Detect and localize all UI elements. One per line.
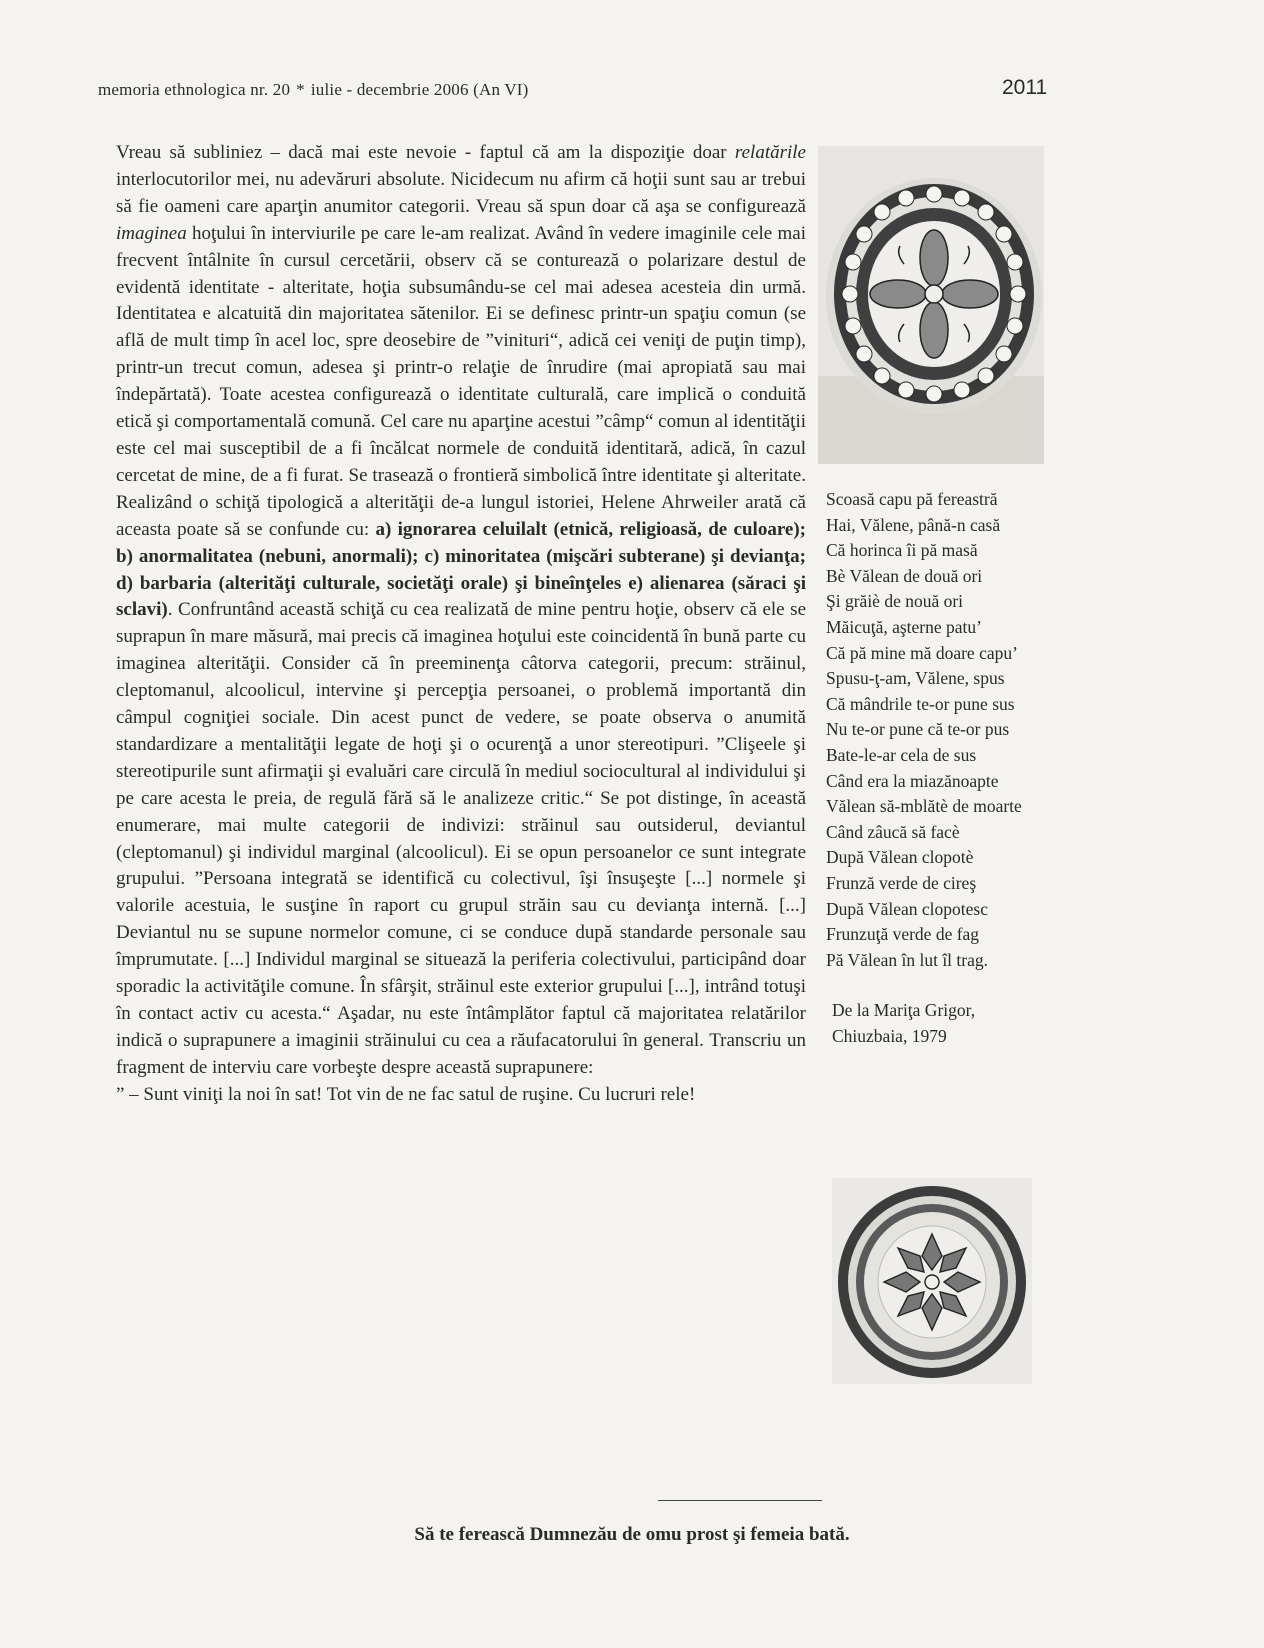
folk-poem <box>826 487 1066 973</box>
running-header <box>98 80 529 100</box>
poem-line: Nu te-or pune că te-or pus <box>826 719 1010 740</box>
poem-line: Că pă mine mă doare capu’ <box>826 642 1018 663</box>
poem-line: Că horinca îi pă masă <box>826 540 978 561</box>
poem-source-credit <box>832 998 1072 1049</box>
interview-quote: ” – Sunt viniţi la noi în sat! Tot vin de ne fac satul de ruşine. Cu lucruri rele! <box>116 1083 696 1105</box>
poem-line: Bate-le-ar cela de sus <box>826 744 977 765</box>
poem-line: Pă Vălean în lut îl trag. <box>826 949 989 970</box>
text-run: hoţului în interviurile pe care le-am realizat. Având în vedere imaginile cele mai frecvent întâlnite în cursul cercetării, observ că se conturează o polarizare destul de evidentă identitate - alteritate, hoţia subsumându-se cel mai adesea acesteia din urmă. Identitatea e alcatuită din majoritatea sătenilor. Ei se definesc printr-un spaţiu comun (se află de mult timp în acel loc, spre deosebire de ”vinituri“, adică cei veniţi de puţin timp), printr-un trecut comun, adesea şi printr-o relaţie de înrudire (mai apropiată sau mai îndepărtată). Toate acestea configurează o identitate culturală, care implică o conduită etică şi comportamentală comună. Cel care nu aparţine acestui ”câmp“ comun al identităţii este cel mai susceptibil de a fi încălcat normele de conduită identitară, adică, în cazul cercetat de mine, de a fi furat. Se trasează o frontieră simbolică între identitate şi alteritate. Realizând o schiţă tipologică a alterităţii de-a lungul istoriei, Helene Ahrweiler arată că aceasta poate să se confunde cu: <box>116 222 806 540</box>
poem-line: După Vălean clopotesc <box>826 898 988 919</box>
journal-title: memoria ethnologica <box>98 80 246 99</box>
poem-line: După Vălean clopotè <box>826 847 974 868</box>
poem-line: Scoasă capu pă fereastră <box>826 489 998 509</box>
page-number: 2011 <box>1002 76 1048 99</box>
footer-divider <box>658 1500 822 1501</box>
credit-informant: De la Mariţa Grigor, <box>832 1000 976 1020</box>
issue-period: iulie - decembrie 2006 (An VI) <box>310 80 529 99</box>
poem-line: Când era la miazănoapte <box>826 770 999 791</box>
main-text <box>116 140 806 1109</box>
ceramic-plate-photo-2 <box>832 1178 1032 1384</box>
poem-line: Hai, Vălene, până-n casă <box>826 514 1001 535</box>
issue-number: nr. 20 <box>250 80 291 99</box>
poem-line: Frunză verde de cireş <box>826 872 977 893</box>
poem-line: Măicuţă, aşterne patu’ <box>826 616 982 637</box>
credit-place-year: Chiuzbaia, 1979 <box>832 1025 947 1046</box>
poem-line: Bè Vălean de două ori <box>826 565 983 586</box>
bold-typology: a) ignorarea celuilalt (etnică, religioasă, de culoare); b) anormalitatea (nebuni, anormali); c) minoritatea (mişcări subterane) şi devianţa; d) barbaria (alterităţi culturale, societăţi orale) şi bineînţeles e) alienarea (săraci şi sclavi) <box>116 518 806 621</box>
header-separator: * <box>296 80 305 99</box>
poem-line: Vălean să-mblătè de moarte <box>826 796 1022 817</box>
ceramic-plate-photo-1 <box>818 146 1044 464</box>
footer-proverb: Să te ferească Dumnezău de omu prost şi femeia bată. <box>414 1524 850 1545</box>
italic-term: imaginea <box>116 222 187 244</box>
poem-line: Spusu-ţ-am, Vălene, spus <box>826 668 1005 689</box>
poem-line: Că mândrile te-or pune sus <box>826 693 1015 714</box>
italic-term: relatările <box>734 142 806 163</box>
text-run: Vreau să subliniez – dacă mai este nevoie - faptul că am la dispoziţie doar <box>116 142 735 163</box>
text-run: interlocutorilor mei, nu adevăruri absolute. Nicidecum nu afirm că hoţii sunt sau ar trebui să fie oameni care aparţin anumitor categorii. Vreau să spun doar că aşa se configurează <box>116 168 806 217</box>
poem-line: Frunzuţă verde de fag <box>826 924 980 945</box>
body-paragraph <box>116 140 806 1082</box>
poem-line: Şi grăiè de nouă ori <box>826 591 964 612</box>
poem-line: Când zâucă să facè <box>826 821 960 842</box>
text-run: . Confruntând această schiţă cu cea realizată de mine pentru hoţie, observ că ele se suprapun în mare măsură, mai precis că imaginea hoţului este coincidentă în bună parte cu imaginea alterităţii. Consider că în preeminenţa câtorva categorii, precum: străinul, cleptomanul, alcoolicul, intervine şi percepţia persoanei, o problemă importantă din câmpul cogniţiei sociale. Din acest punct de vedere, se poate observa o anumită standardizare a mentalităţii legate de hoţi şi o ocurenţă a unor stereotipuri. ”Clişeele şi stereotipurile sunt afirmaţii şi evaluări care circulă în mediul sociocultural al individului şi pe care acesta le preia, de regulă fără să le analizeze critic.“ Se pot distinge, în această enumerare, mai multe categorii de indivizi: străinul sau outsiderul, deviantul (cleptomanul) şi individul marginal (alcoolicul). Ei se opun persoanelor ce sunt integrate grupului. ”Persoana integrată se identifică cu colectivul, îşi însuşeşte [...] normele şi valorile acestuia, le susţine în raport cu grupul străin sau cu devianţa internă. [...] Deviantul nu se supune normelor comune, ci se conduce după standarde personale sau împrumutate. [...] Individul marginal se situează la periferia colectivului, participând doar sporadic la activităţile comune. În sfârşit, străinul este exterior grupului [...], intrând totuşi în contact activ cu acesta.“ Aşadar, nu este întâmplător faptul că majoritatea relatărilor indică o suprapunere a imaginii străinului cu cea a răufacatorului în general. Transcriu un fragment de interviu care vorbeşte despre această suprapunere: <box>116 599 806 1078</box>
